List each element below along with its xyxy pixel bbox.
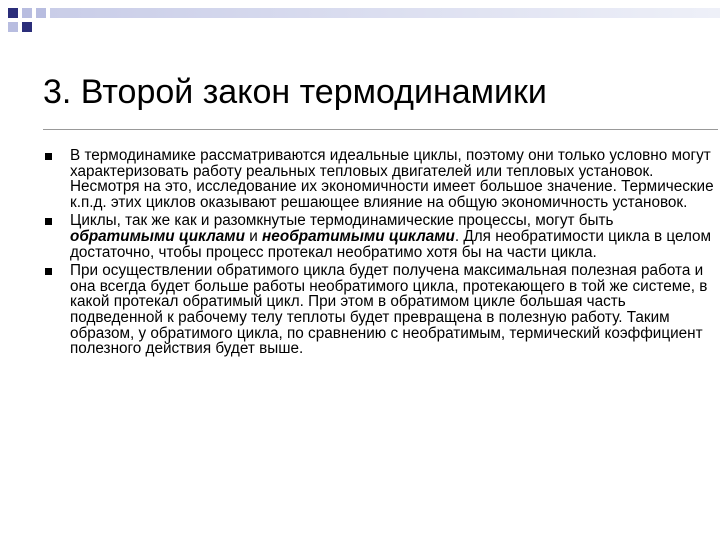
bullet-item: [40, 213, 715, 260]
emphasis-reversible-cycles: обратимыми циклами: [70, 227, 245, 245]
bullet-list: [40, 148, 715, 360]
square-bullet-icon: [45, 153, 52, 160]
decor-square: [22, 8, 32, 18]
square-bullet-icon: [45, 218, 52, 225]
title-divider: [43, 129, 718, 130]
slide-title: 3. Второй закон термодинамики: [43, 73, 547, 111]
decor-square: [8, 22, 18, 32]
emphasis-irreversible-cycles: необратимыми циклами: [262, 227, 455, 245]
bullet-text-part: Циклы, так же как и разомкнутые термодинамические процессы, могут быть: [70, 212, 614, 230]
decor-square: [22, 22, 32, 32]
bullet-text: [70, 213, 715, 260]
decorative-squares: [0, 0, 720, 40]
bullet-text-part: . Для необратимости цикла в целом достаточно, чтобы процесс протекал необратимо хотя бы на части цикла.: [70, 227, 712, 261]
decor-square: [8, 8, 18, 18]
bullet-text: При осуществлении обратимого цикла будет получена максимальная полезная работа и она всегда будет больше работы необратимого цикла, протекающего в той же системе, в какой протекал обратимый цикл. При этом в обратимом цикле большая часть подведенной к рабочему телу теплоты будет превращена в полезную работу. Таким образом, у обратимого цикла, по сравнению с необратимым, термический коэффициент полезного действия будет выше.: [70, 262, 708, 358]
bullet-text: В термодинамике рассматриваются идеальные циклы, поэтому они только условно могут характеризовать работу реальных тепловых двигателей или тепловых установок. Несмотря на это, исследование их экономичности имеет большое значение. Термические к.п.д. этих циклов оказывают решающее влияние на общую экономичность установок.: [70, 147, 714, 211]
decor-square: [36, 8, 46, 18]
bullet-text-part: и: [244, 227, 262, 245]
bullet-item: [40, 263, 715, 357]
square-bullet-icon: [45, 268, 52, 275]
decor-square: [50, 8, 720, 18]
bullet-item: [40, 148, 715, 210]
